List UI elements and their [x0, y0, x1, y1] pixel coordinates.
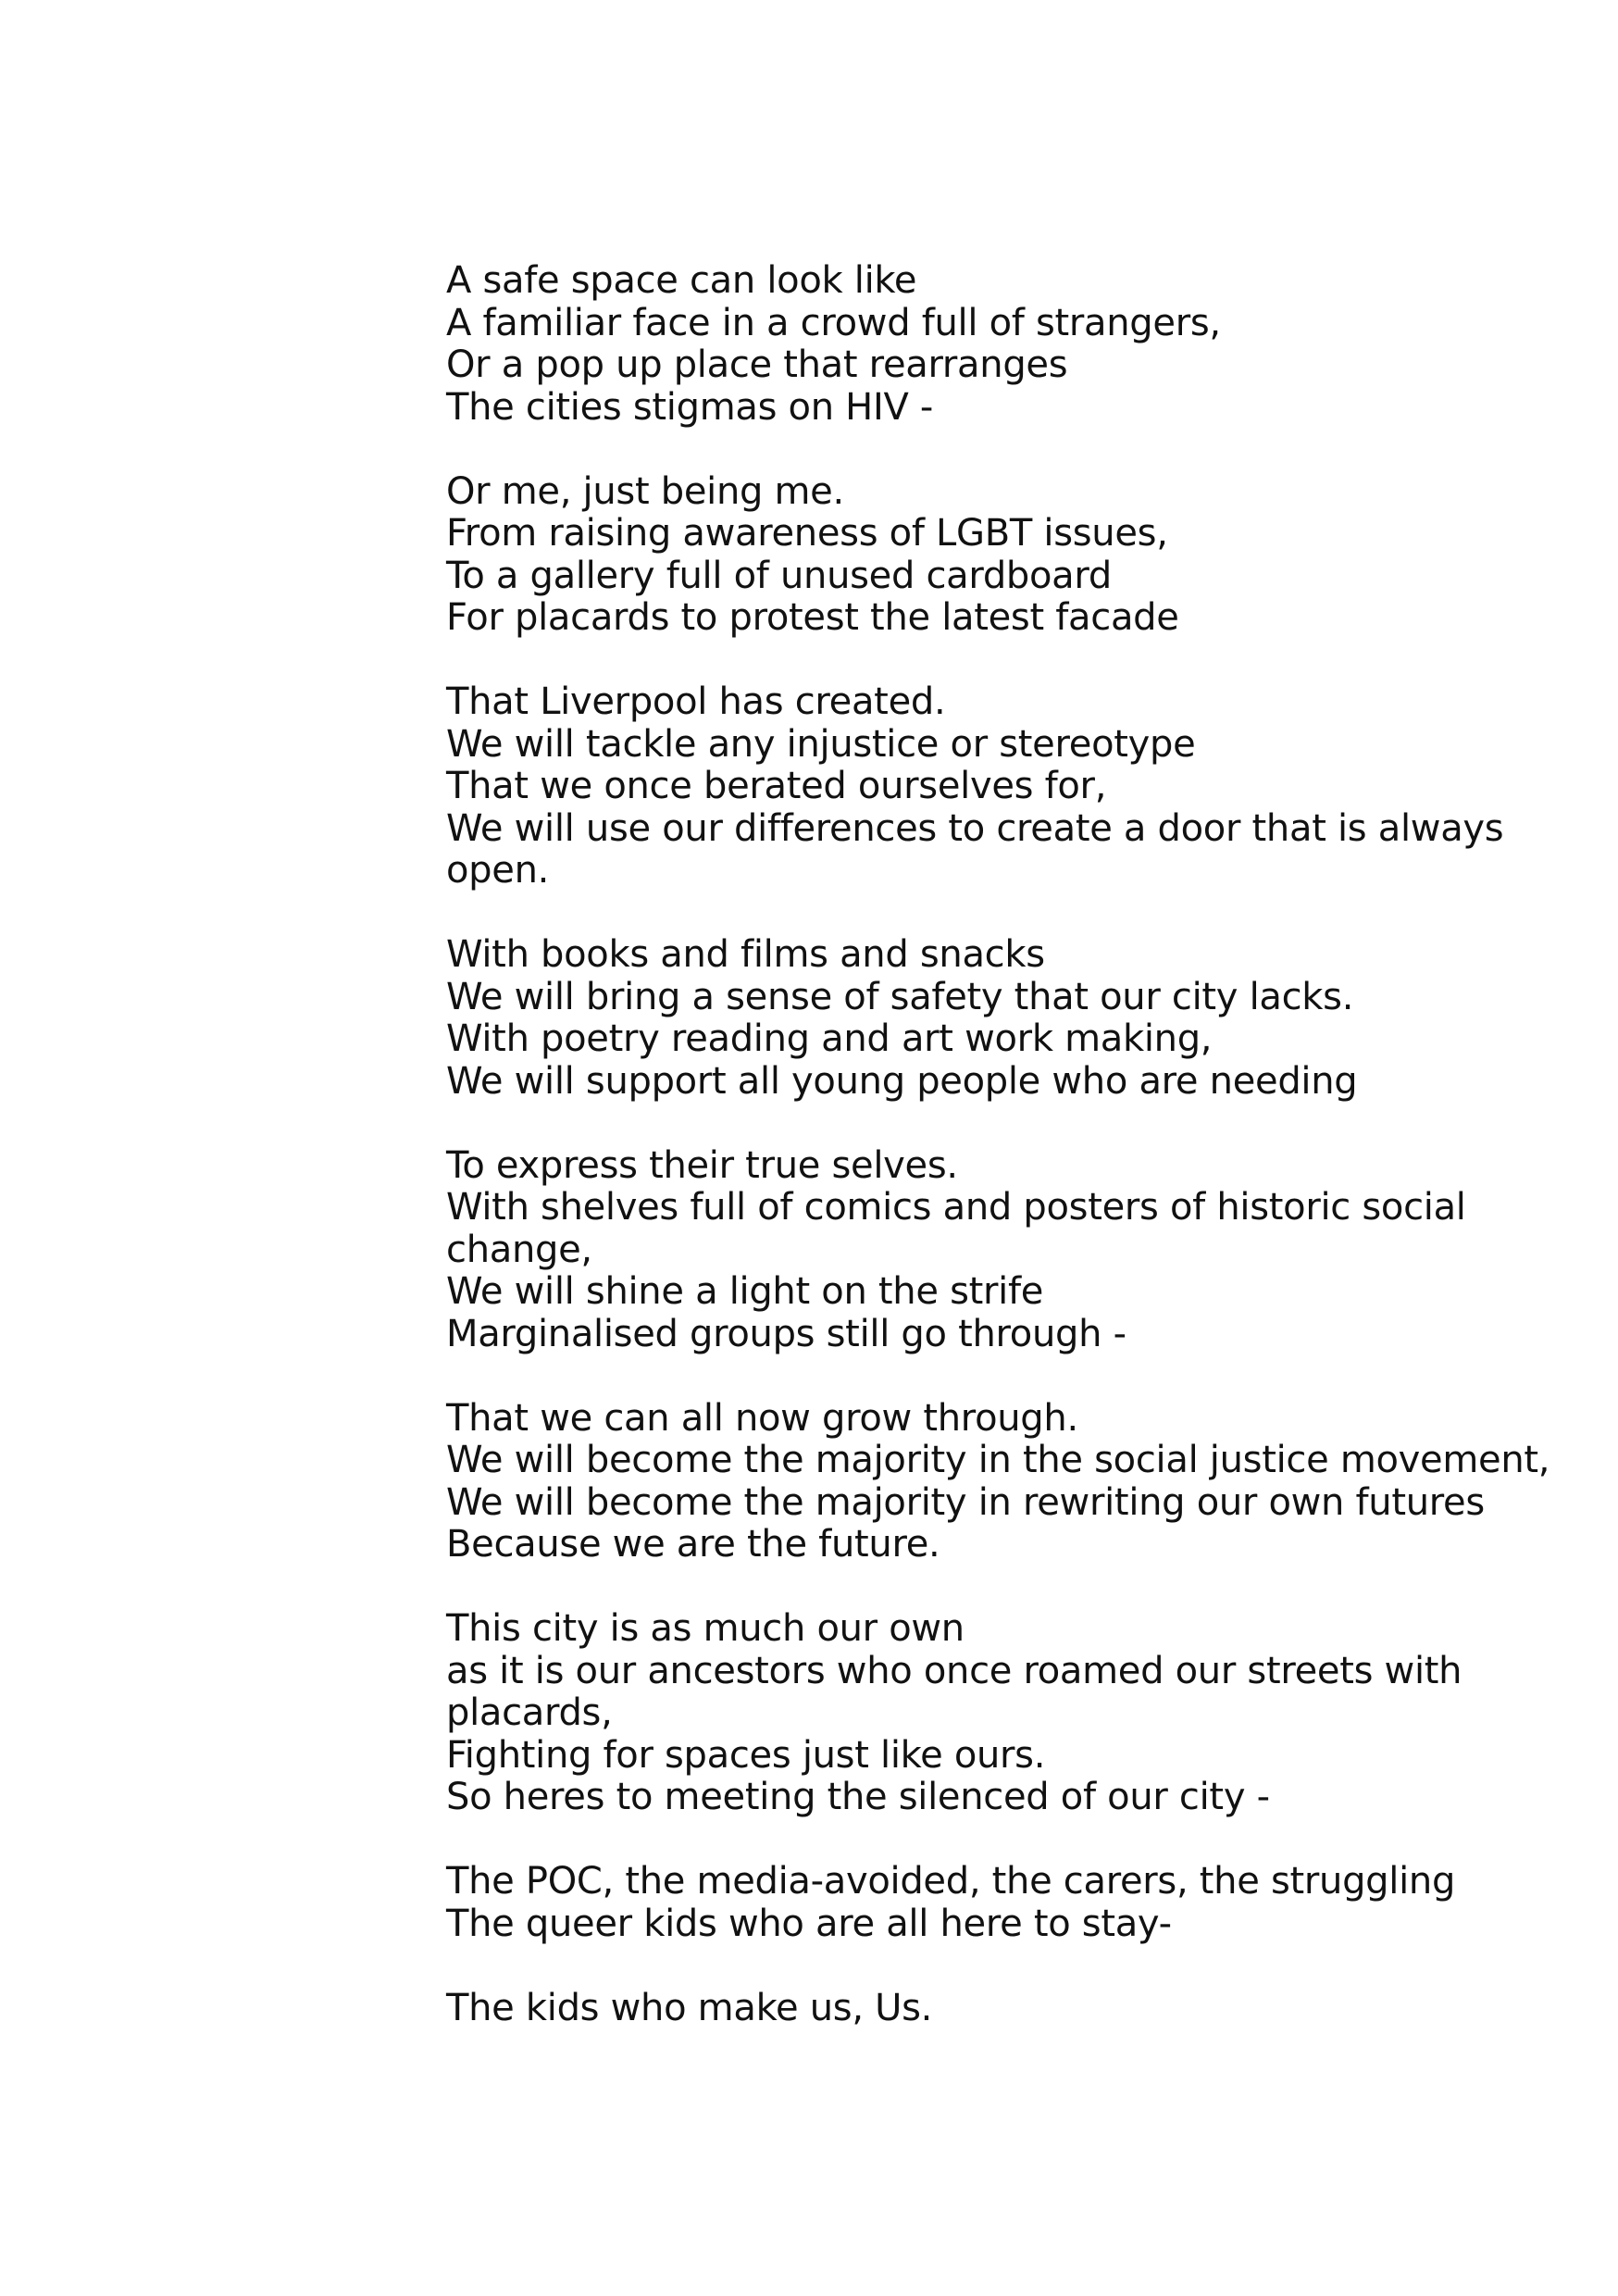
poem-line: We will support all young people who are needing [446, 1059, 1358, 1103]
poem-line: We will become the majority in rewriting our own futures [446, 1480, 1485, 1524]
poem-line: We will use our differences to create a door that is always [446, 806, 1504, 850]
poem-line: To a gallery full of unused cardboard [446, 554, 1112, 597]
poem-line: A safe space can look like [446, 259, 917, 302]
poem-line: So heres to meeting the silenced of our city - [446, 1776, 1270, 1818]
poem-line: The kids who make us, Us. [446, 1986, 933, 2029]
poem-line: Or a pop up place that rearranges [446, 343, 1068, 386]
poem-line: Because we are the future. [446, 1523, 940, 1566]
poem-line: With shelves full of comics and posters of historic social [446, 1186, 1466, 1229]
poem-line: We will bring a sense of safety that our city lacks. [446, 975, 1354, 1018]
poem-line: With books and films and snacks [446, 933, 1045, 976]
poem-line: placards, [446, 1691, 613, 1734]
stanza [446, 260, 1585, 429]
stanza [446, 1145, 1585, 1356]
poem-line: We will shine a light on the strife [446, 1270, 1044, 1313]
stanza [446, 1608, 1585, 1819]
poem-line: That we once berated ourselves for, [446, 765, 1107, 807]
poem-line: The POC, the media-avoided, the carers, the struggling [446, 1860, 1456, 1903]
poem-line: Fighting for spaces just like ours. [446, 1733, 1046, 1777]
poem-line: A familiar face in a crowd full of strangers, [446, 301, 1221, 344]
poem-line: as it is our ancestors who once roamed our streets with [446, 1649, 1462, 1692]
poem-line: With poetry reading and art work making, [446, 1017, 1213, 1060]
poem-line: The queer kids who are all here to stay- [446, 1902, 1172, 1945]
poem-line: We will become the majority in the social justice movement, [446, 1439, 1550, 1481]
stanza [446, 1861, 1585, 1945]
poem-line: This city is as much our own [446, 1607, 965, 1650]
poem-line: From raising awareness of LGBT issues, [446, 512, 1168, 555]
stanza [446, 681, 1585, 892]
poem-text [446, 260, 1585, 2029]
stanza [446, 471, 1585, 640]
stanza [446, 1988, 1585, 2030]
poem-line: That Liverpool has created. [446, 680, 946, 723]
poem-line: Or me, just being me. [446, 469, 844, 513]
poem-line: For placards to protest the latest facade [446, 596, 1179, 639]
poem-line: We will tackle any injustice or stereotype [446, 722, 1196, 766]
poem-line: The cities stigmas on HIV - [446, 385, 934, 429]
stanza [446, 1398, 1585, 1566]
poem-line: Marginalised groups still go through - [446, 1312, 1126, 1355]
stanza [446, 934, 1585, 1103]
poem-line: change, [446, 1228, 592, 1271]
poem-line: That we can all now grow through. [446, 1396, 1078, 1440]
poem-line: To express their true selves. [446, 1143, 958, 1187]
poem-line: open. [446, 849, 550, 892]
